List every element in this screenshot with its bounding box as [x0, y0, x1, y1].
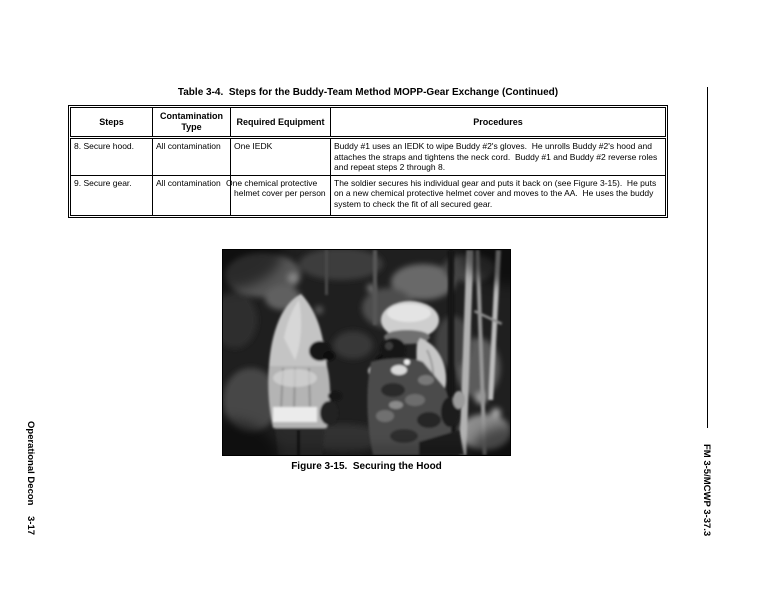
cell-step-8: 8. Secure hood. — [71, 138, 153, 176]
header-row — [71, 108, 666, 138]
mopp-gear-exchange-table — [68, 105, 668, 218]
table-row-step-9 — [71, 175, 666, 215]
manual-number-label: FM 3-5/MCWP 3-37.3 — [701, 444, 712, 537]
cell-contamination-8: All contamination — [153, 138, 231, 176]
figure-caption: Figure 3-15. Securing the Hood — [291, 461, 442, 472]
cell-contamination-9: All contamination — [153, 175, 231, 215]
col-header-required-equipment: Required Equipment — [231, 108, 331, 138]
col-header-procedures: Procedures — [331, 108, 666, 138]
right-margin-rule — [707, 87, 708, 428]
securing-hood-photo-illustration — [223, 250, 510, 455]
cell-procedures-8: Buddy #1 uses an IEDK to wipe Buddy #2's gloves. He unrolls Buddy #2's hood and attaches the straps and tightens the neck cord. Buddy #1 and Buddy #2 reverse roles and repeat steps 2 through 8. — [331, 138, 666, 176]
steps-table — [70, 107, 666, 216]
figure-photo — [222, 249, 511, 456]
cell-step-9: 9. Secure gear. — [71, 175, 153, 215]
col-header-contamination-type: Contamination Type — [153, 108, 231, 138]
cell-equipment-9: One chemical protective helmet cover per person — [231, 175, 331, 215]
footer-chapter-page-number: Operational Decon 3-17 — [25, 421, 36, 536]
col-header-steps: Steps — [71, 108, 153, 138]
table-title: Table 3-4. Steps for the Buddy-Team Method MOPP-Gear Exchange (Continued) — [177, 87, 559, 98]
table-row-step-8 — [71, 138, 666, 176]
cell-procedures-9: The soldier secures his individual gear and puts it back on (see Figure 3-15). He puts on a new chemical protective helmet cover and moves to the AA. He uses the buddy system to check the fit of all secured gear. — [331, 175, 666, 215]
cell-equipment-8: One IEDK — [231, 138, 331, 176]
